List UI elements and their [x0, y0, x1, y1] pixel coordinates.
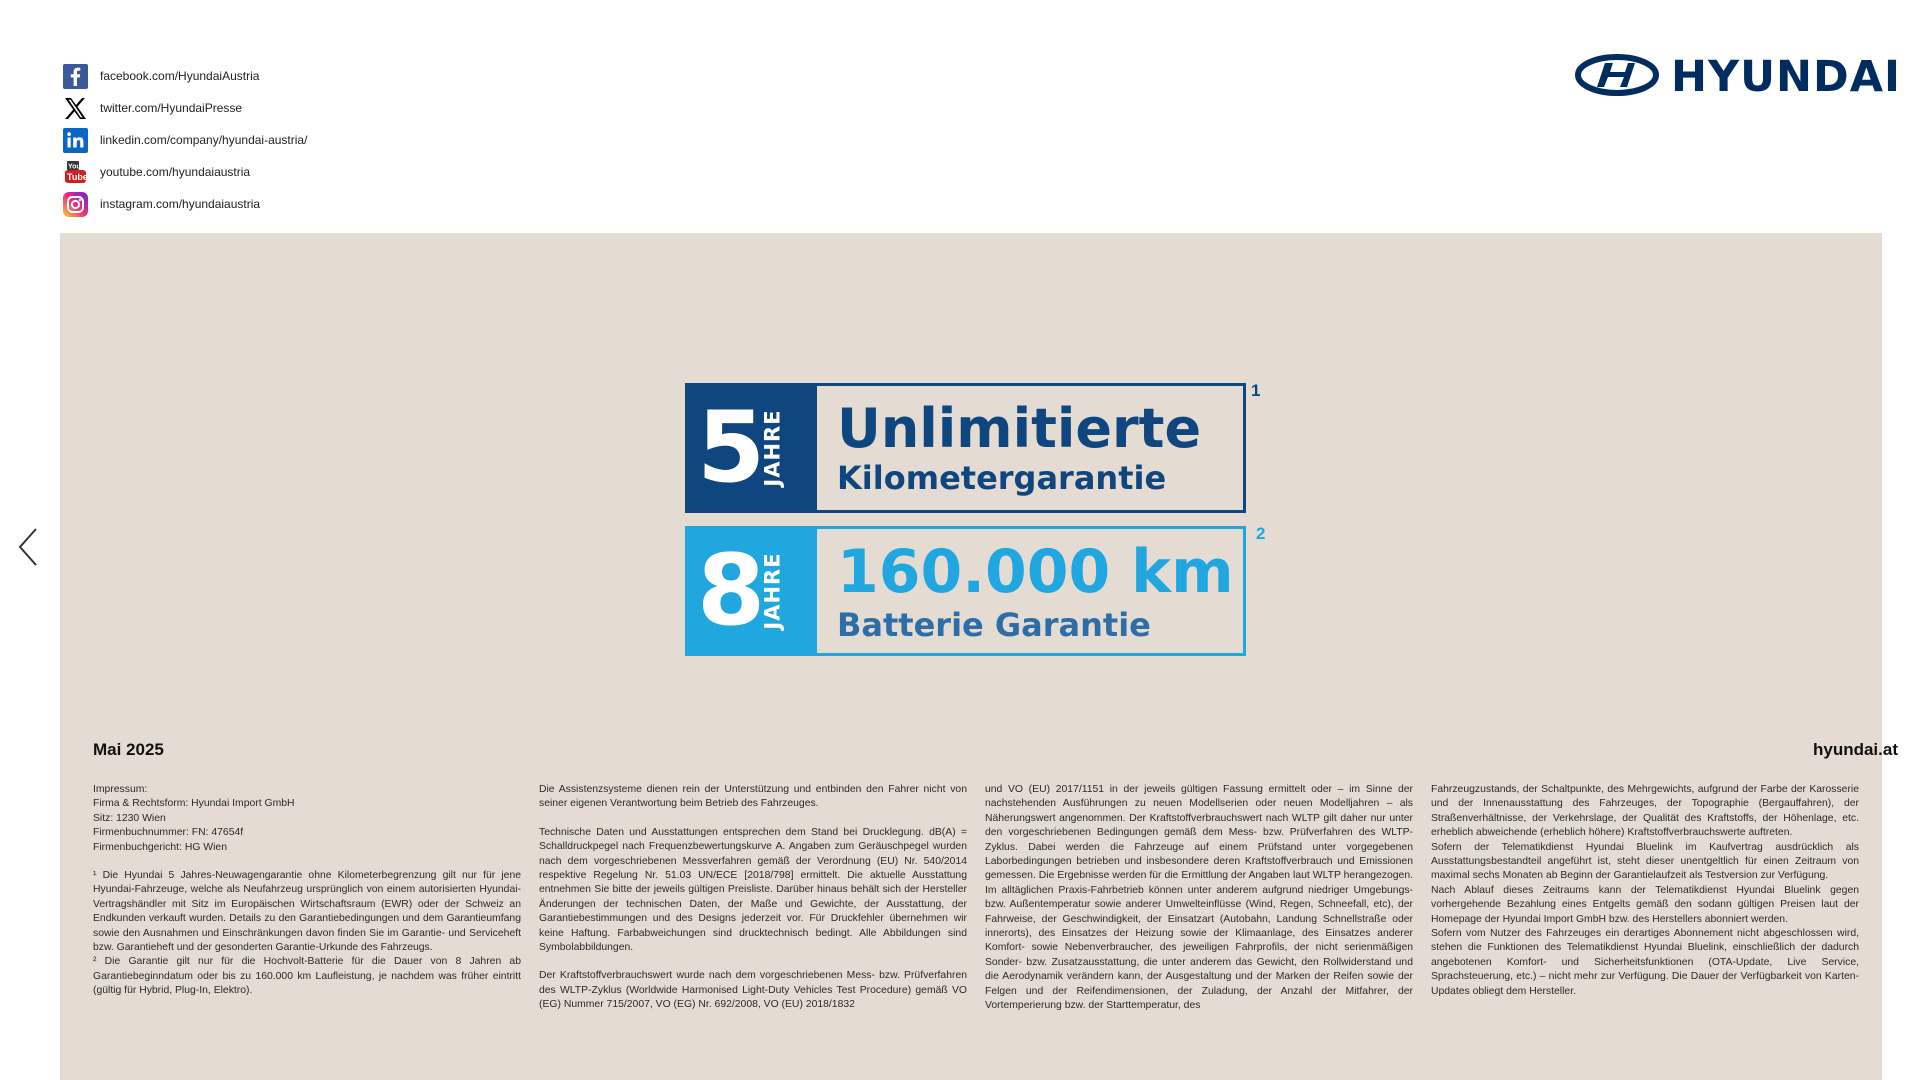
social-link-facebook[interactable]: [63, 60, 307, 92]
svg-text:Tube: Tube: [67, 171, 88, 182]
impressum-sitz: Sitz: 1230 Wien: [93, 812, 166, 824]
legal-column-2: [539, 783, 967, 1028]
legal-column-4: [1431, 783, 1859, 1028]
badge-footnote-mark: 1: [1251, 381, 1261, 400]
badge-unit: JAHRE: [760, 552, 785, 630]
legal-paragraph: Sofern der Telematikdienst Hyundai Bluelink im Kaufvertrag ausdrücklich als Ausstattungsbestandteil angeführt ist, steht dieser unentgeltlich für einen Zeitraum von maximal sechs Monaten ab Beginn der Garantielaufzeit als Testversion zur Verfügung.: [1431, 841, 1859, 882]
impressum-firma: Firma & Rechtsform: Hyundai Import GmbH: [93, 798, 295, 810]
legal-text: [93, 783, 1859, 1028]
linkedin-icon: [63, 128, 88, 153]
legal-paragraph: Technische Daten und Ausstattungen entsprechen dem Stand bei Drucklegung. dB(A) = Schalldruckpegel nach Frequenzbewertungskurve A. Angaben zum Geräuschpegel wurden nach dem vorgeschriebenen Messverfahren gemäß der Verordnung (EU) Nr. 540/2014 respektive Regelung Nr. 51.03 UN/ECE [2018/798] ermittelt. Die aktuelle Ausstattung entnehmen Sie bitte der jeweils gültigen Preisliste. Darüber hinaus behält sich der Hersteller Änderungen der technischen Daten, der Maße und Gewichte, der Ausstattung, der Garantiebestimmungen und des Designs jederzeit vor. Für Druckfehler übernehmen wir keine Haftung. Farbabweichungen sind drucktechnisch bedingt. Alle Abbildungen sind Symbolabbildungen.: [539, 826, 967, 954]
badge-unit: JAHRE: [760, 409, 785, 487]
badge-headline: 160.000 km: [837, 536, 1234, 607]
badge-subline: Kilometergarantie: [837, 459, 1167, 498]
x-twitter-icon: [63, 96, 88, 121]
legal-paragraph: Nach Ablauf dieses Zeitraums kann der Telematikdienst Hyundai Bluelink gegen vorhergehende Bezahlung eines Entgelts gemäß den sodann gültigen Preisen laut der Homepage der Hyundai Import GmbH bzw. des Herstellers abonniert werden.: [1431, 884, 1859, 925]
badge-text-frame: [817, 383, 1246, 513]
social-link-label: instagram.com/hyundaiaustria: [100, 197, 261, 211]
impressum-fn: Firmenbuchnummer: FN: 47654f: [93, 827, 244, 839]
badge-headline: Unlimitierte: [837, 396, 1202, 460]
svg-text:You: You: [68, 163, 81, 170]
social-link-label: linkedin.com/company/hyundai-austria/: [100, 133, 308, 147]
footnote-1: ¹ Die Hyundai 5 Jahres-Neuwagengarantie ohne Kilometerbegrenzung gilt nur für jene Hyundai-Fahrzeuge, welche als Neufahrzeug ursprünglich von einem autorisierten Hyundai-Vertragshändler mit Sitz im Europäischen Wirtschaftsraum (EWR) oder der Schweiz an Endkunden verkauft wurden. Details zu den Garantiebedingungen und dem Garantieumfang sowie den Ausnahmen und Einschränkungen davon finden Sie im Garantie- und Serviceheft bzw. Garantieheft und der gesonderten Garantie-Urkunde des Fahrzeugs.: [93, 870, 521, 954]
legal-paragraph: Sofern vom Nutzer des Fahrzeuges ein derartiges Abonnement nicht abgeschlossen wird, stehen die Funktionen des Telematikdienst Hyundai Bluelink, einschließlich der dadurch angebotenen Komfort- und Sicherheitsfunktionen (OTA-Update, Live Service, Sprachsteuerung, etc.) – nicht mehr zur Verfügung. Die Dauer der Verfügbarkeit von Karten-Updates obliegt dem Hersteller.: [1431, 928, 1859, 997]
legal-paragraph: Fahrzeugzustands, der Schaltpunkte, des Mehrgewichts, aufgrund der Farbe der Karosserie und der Innenausstattung des Fahrzeuges, der Topographie (Bergauffahren), der Straßenverhältnisse, der Verkehrslage, der Qualität des Kraftstoffs, der Höhenlage, etc. erheblich abweichende (erheblich höhere) Kraftstoffverbrauchswerte auftreten.: [1431, 784, 1859, 839]
footnote-2: ² Die Garantie gilt nur für die Hochvolt-Batterie für die Dauer von 8 Jahren ab Garantiebeginndatum oder bis zu 160.000 km Laufleistung, je nachdem was früher eintritt (gültig für Hybrid, Plug-In, Elektro).: [93, 956, 521, 997]
social-link-label: twitter.com/HyundaiPresse: [100, 101, 243, 115]
badge-number-block: [685, 383, 817, 513]
legal-paragraph: Die Assistenzsysteme dienen rein der Unterstützung und entbinden den Fahrer nicht von seiner eigenen Verantwortung beim Betrieb des Fahrzeuges.: [539, 784, 967, 810]
legal-column-1: [93, 783, 521, 1028]
badge-number-block: [685, 526, 817, 656]
badge-number: 8: [697, 534, 766, 648]
social-link-label: youtube.com/hyundaiaustria: [100, 165, 251, 179]
legal-paragraph: und VO (EU) 2017/1151 in der jeweils gültigen Fassung ermittelt oder – im Sinne der nachstehenden Ausführungen zu neuen Modellserien oder neuen Modelljahren – als Näherungswert angenommen. Der Kraftstoffverbrauchswert nach WLTP gilt daher nur unter den vorgeschriebenen Bedingungen gemäß dem Mess- bzw. Prüfverfahren des WLTP-Zyklus. Dabei werden die Fahrzeuge auf einem Prüfstand unter vorgegebenen Laborbedingungen betrieben und insbesondere deren Kraftstoffverbrauch und Emissionen gemessen. Die Ergebnisse werden für die Ermittlung der Angaben laut WLTP herangezogen. Im alltäglichen Praxis-Fahrbetrieb können unter anderem aufgrund niedriger Umgebungs- bzw. Außentemperatur sowie anderer Umwelteinflüsse (Wind, Regen, Schneefall, etc), der Fahrweise, der Geschwindigkeit, der Einsatzart (Autobahn, Landung Schnellstraße oder innerorts), des Einsatzes der Heizung sowie der Klimaanlage, des Einsatzes anderer Komfort- sowie Nebenverbraucher, des jeweiligen Fahrprofils, der nicht serienmäßigen Sonder- bzw. Zusatzausstattung, die unter anderem das Gewicht, den Rollwiderstand und die Aerodynamik verändern kann, der Ausgestaltung und der Marken der Reifen sowie der Felgen und der Reifendimensionen, der Zuladung, der Anzahl der Mitfahrer, der Vortemperierung bzw. der Starttemperatur, des: [985, 784, 1413, 1012]
youtube-icon: [63, 160, 88, 185]
badge-footnote-mark: 2: [1256, 524, 1266, 543]
website-link[interactable]: hyundai.at: [1812, 740, 1898, 759]
social-link-twitter[interactable]: [63, 92, 307, 124]
hyundai-emblem-icon: [1575, 53, 1659, 102]
social-links: [63, 60, 307, 220]
brand-name: HYUNDAI: [1671, 52, 1901, 102]
legal-paragraph: Der Kraftstoffverbrauchswert wurde nach dem vorgeschriebenen Mess- bzw. Prüfverfahren des WLTP-Zyklus (Worldwide Harmonised Light-Duty Vehicles Test Procedure) gemäß VO (EG) Nummer 715/2007, VO (EG) Nr. 692/2008, VO (EU) 2018/1832: [539, 970, 967, 1011]
hyundai-logo[interactable]: [1575, 52, 1901, 102]
previous-arrow-icon[interactable]: [14, 525, 44, 569]
badge-subline: Batterie Garantie: [837, 605, 1151, 644]
social-link-label: facebook.com/HyundaiAustria: [100, 69, 260, 83]
publication-date: Mai 2025: [93, 740, 164, 759]
social-link-instagram[interactable]: [63, 188, 307, 220]
impressum-heading: Impressum:: [93, 784, 148, 795]
badge-text-frame: [817, 526, 1246, 656]
badge-number: 5: [697, 391, 766, 505]
social-link-youtube[interactable]: [63, 156, 307, 188]
social-link-linkedin[interactable]: [63, 124, 307, 156]
impressum-gericht: Firmenbuchgericht: HG Wien: [93, 841, 227, 853]
legal-column-3: [985, 783, 1413, 1028]
facebook-icon: [63, 64, 88, 89]
instagram-icon: [63, 192, 88, 217]
